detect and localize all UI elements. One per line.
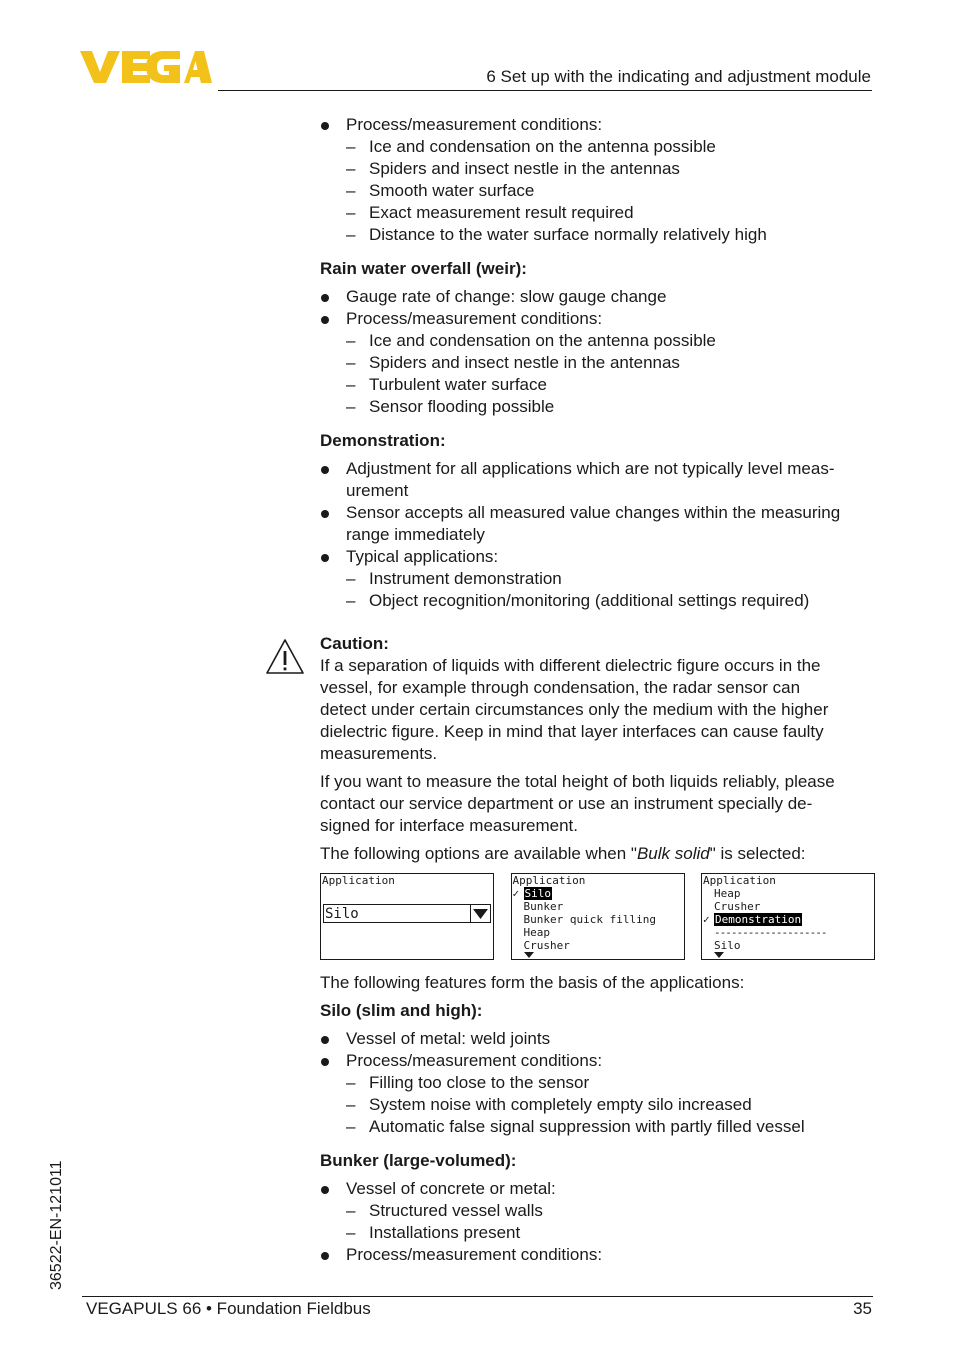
list-option-crusher[interactable]: Crusher (523, 939, 570, 952)
checkmark-icon: ✓ (703, 913, 710, 926)
list-item: – Installations present (320, 1222, 876, 1244)
list-option-silo[interactable]: ✓ Silo (512, 887, 551, 900)
list-item: Vessel of concrete or metal: (320, 1178, 876, 1200)
line: Sensor accepts all measured value changes within the measuring (346, 503, 841, 522)
vega-logo (80, 50, 212, 84)
list-item: – System noise with completely empty silo increased (320, 1094, 876, 1116)
interface-paragraph (320, 771, 876, 837)
heading-rain-water: Rain water overfall (weir): (320, 259, 527, 278)
scroll-down-icon[interactable] (714, 952, 724, 958)
line: urement (346, 481, 409, 500)
screen-title: Application (512, 874, 586, 887)
line: If a separation of liquids with different dielectric figure occurs in the (320, 656, 821, 675)
list-item: Process/measurement conditions: (320, 1244, 876, 1266)
list-option-silo[interactable]: Silo (714, 939, 741, 952)
line: Adjustment for all applications which are not typically level meas- (346, 459, 835, 478)
list-item: – Instrument demonstration (320, 568, 876, 590)
bulk-solid-emphasis: Bulk solid (636, 844, 710, 863)
list-item: – Smooth water surface (320, 180, 876, 202)
line: If you want to measure the total height of both liquids reliably, please (320, 772, 835, 791)
list-item: Process/measurement conditions: (320, 1050, 876, 1072)
list-option-heap[interactable]: Heap (714, 887, 741, 900)
list-item: – Ice and condensation on the antenna possible (320, 136, 876, 158)
heading-demonstration: Demonstration: (320, 431, 446, 450)
list-item: – Spiders and insect nestle in the antennas (320, 158, 876, 180)
list-item: Typical applications: (320, 546, 876, 568)
line: measurements. (320, 744, 438, 763)
list-item: Process/measurement conditions: (320, 308, 876, 330)
features-intro: The following features form the basis of the applications: (320, 973, 745, 992)
list-item (320, 458, 876, 502)
display-screens (320, 873, 875, 960)
application-select[interactable] (323, 904, 491, 923)
list-option-bunker-quick-filling[interactable]: Bunker quick filling (523, 913, 656, 926)
list-item: – Spiders and insect nestle in the antennas (320, 352, 876, 374)
line: contact our service department or use an instrument specially de- (320, 794, 813, 813)
footer-divider (82, 1296, 873, 1297)
display-screen-application-list (511, 873, 685, 960)
list-separator: -------------------- (714, 926, 827, 939)
scroll-down-icon[interactable] (524, 952, 534, 958)
line: vessel, for example through condensation, the radar sensor can (320, 678, 801, 697)
line: signed for interface measurement. (320, 816, 578, 835)
heading-bunker: Bunker (large-volumed): (320, 1151, 517, 1170)
line: detect under certain circumstances only the medium with the higher (320, 700, 829, 719)
heading-caution: Caution: (320, 634, 389, 653)
list-item: – Object recognition/monitoring (additional settings required) (320, 590, 876, 612)
list-item: Vessel of metal: weld joints (320, 1028, 876, 1050)
line: range immediately (346, 525, 485, 544)
list-item: Gauge rate of change: slow gauge change (320, 286, 876, 308)
list-item: – Automatic false signal suppression with partly filled vessel (320, 1116, 876, 1138)
list-item (320, 502, 876, 546)
application-list (702, 887, 874, 952)
checkmark-icon: ✓ (512, 887, 520, 900)
screen-title: Application (322, 874, 395, 887)
list-item: Process/measurement conditions: (320, 114, 876, 136)
list-item: – Distance to the water surface normally relatively high (320, 224, 876, 246)
main-content (320, 114, 876, 1266)
list-item: – Sensor flooding possible (320, 396, 876, 418)
list-option-demonstration[interactable]: ✓ Demonstration (703, 913, 802, 926)
list-option-crusher[interactable]: Crusher (714, 900, 761, 913)
display-screen-application-list-end (701, 873, 875, 960)
footer-product: VEGAPULS 66 • Foundation Fieldbus (86, 1299, 371, 1318)
options-intro: The following options are available when "Bulk solid" is selected: (320, 844, 806, 863)
list-item: – Filling too close to the sensor (320, 1072, 876, 1094)
header-divider (218, 90, 872, 91)
page-number: 35 (853, 1299, 872, 1318)
heading-silo: Silo (slim and high): (320, 1001, 483, 1020)
list-item: – Exact measurement result required (320, 202, 876, 224)
list-option-bunker[interactable]: Bunker (523, 900, 564, 913)
caution-text (320, 655, 876, 765)
display-screen-application-select (320, 873, 494, 960)
caution-icon (265, 638, 305, 676)
dropdown-arrow-icon[interactable] (470, 905, 490, 922)
list-option-heap[interactable]: Heap (523, 926, 550, 939)
list-item: – Ice and condensation on the antenna possible (320, 330, 876, 352)
document-code: 36522-EN-121011 (48, 1160, 65, 1290)
application-list (512, 887, 684, 952)
screen-title: Application (703, 874, 776, 887)
list-item: – Structured vessel walls (320, 1200, 876, 1222)
selected-value: Silo (325, 906, 359, 922)
list-item: – Turbulent water surface (320, 374, 876, 396)
line: dielectric figure. Keep in mind that layer interfaces can cause faulty (320, 722, 824, 741)
header-title: 6 Set up with the indicating and adjustment module (486, 67, 871, 86)
